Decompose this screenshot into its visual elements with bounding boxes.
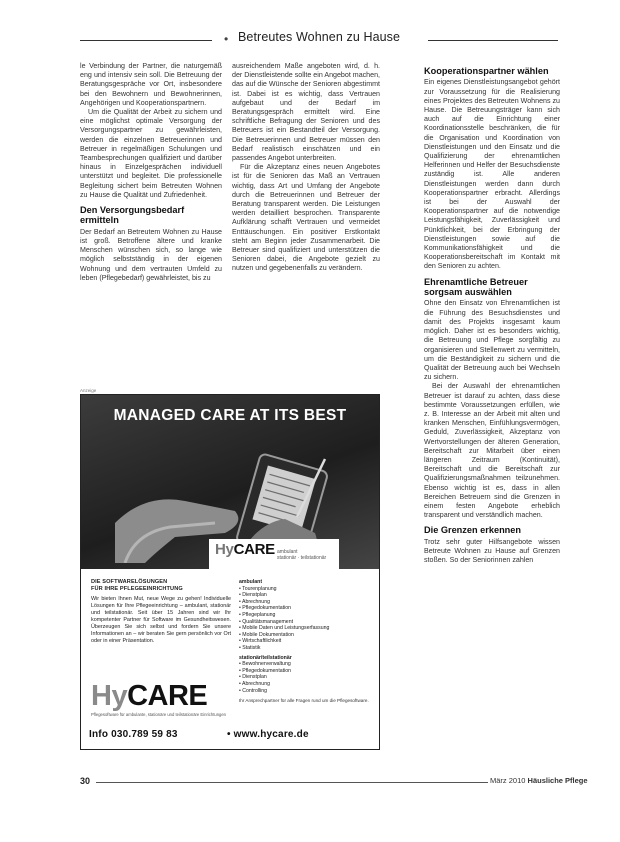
feature-item: • Mobile Daten und Leistungserfassung <box>239 625 371 632</box>
section-heading: Den Versorgungsbedarf ermitteln <box>80 205 185 226</box>
header-title: Betreutes Wohnen zu Hause <box>238 30 401 44</box>
feature-item: • Wirtschaftlichkeit <box>239 638 371 645</box>
feature-category: ambulant <box>239 579 263 585</box>
ad-tagline: DIE SOFTWARELÖSUNGEN FÜR IHRE PFLEGEEINRICHTUNG <box>91 579 183 592</box>
feature-item: • Controlling <box>239 688 371 695</box>
paragraph: Bei der Auswahl der ehrenamtlichen Betreuer ist darauf zu achten, dass diese bestimmte Voraussetzungen erfüllen, wie z. B. Interesse an der Arbeit mit alten und kranken Menschen, Einfühlungsvermögen, Geduld, Zuverlässigkeit, Akzeptanz von Wertvorstellungen der älteren Generation, Bereitschaft zur Mitarbeit über einen längeren Zeitraum (Kontinuität), Bereitschaft und die Bereitschaft zur Qualifizierungsmaßnahmen teilzunehmen. Ebenso wichtig ist es, dass in allen Bereichen Betreuern sind die Grenzen in einem festen Angebote erheblich transparent und verständlich machen. <box>424 382 560 520</box>
feature-list-ambulant <box>239 586 371 652</box>
ad-phone[interactable]: Info 030.789 59 83 <box>89 729 178 740</box>
section-heading: Die Grenzen erkennen <box>424 525 522 536</box>
feature-item: • Qualitätsmanagement <box>239 619 371 626</box>
footer-rule <box>96 782 488 783</box>
feature-item: • Pflegeplanung <box>239 612 371 619</box>
ad-body: Wir bieten Ihnen Mut, neue Wege zu gehen! Individuelle Lösungen für Ihre Pflegeeinrichtung – ambulant, stationär und teilstationär. Seit über 15 Jahren sind wir Ihr kompetenter Partner für Software im Gesundheitswesen. Überzeugen Sie sich selbst und fordern Sie unsere Informationen an – wir beraten Sie gern persönlich vor Ort oder in einer Präsentation. <box>91 596 231 644</box>
section-heading: Ehrenamtliche Betreuer sorgsam auswählen <box>424 276 528 298</box>
feature-item: • Bewohnerverwaltung <box>239 661 371 668</box>
feature-item: • Statistik <box>239 645 371 652</box>
paragraph: Ohne den Einsatz von Ehrenamtlichen ist die Führung des Besuchsdienstes und damit des Projekts insgesamt kaum möglich. Daher ist es besonders wichtig, die Betreuung und Pflege sorgfältig zu organisieren und Stellenwert zu vermitteln, um die Beständigkeit zu sichern und die Qualität der Betreuung auch bei Wechseln zu sichern. <box>424 299 560 382</box>
ad-contact <box>89 729 373 740</box>
hycare-logo-small: HyCARE <box>215 541 275 558</box>
header-rule-left <box>80 40 212 41</box>
feature-category: stationär/teilstationär <box>239 654 292 661</box>
running-header <box>0 22 620 46</box>
issue-info: März 2010 Häusliche Pflege <box>490 776 588 785</box>
paragraph: Trotz sehr guter Hilfsangebote wissen Betreute Wohnen zu Hause auf Grenzen stoßen. So der Seniorinnen zahlen <box>424 537 560 565</box>
ad-feature-list <box>239 579 371 704</box>
feature-item: • Dienstplan <box>239 674 371 681</box>
header-rule-right <box>428 40 558 41</box>
feature-list-stationaer <box>239 661 371 694</box>
feature-item: • Mobile Dokumentation <box>239 632 371 639</box>
text-column-3 <box>424 66 560 565</box>
section-heading: Kooperationspartner wählen <box>424 66 549 76</box>
text-column-1 <box>80 62 222 283</box>
hycare-logo: HyCARE Pflegesoftware für ambulante, stationäre und teilstationäre Einrichtungen <box>91 681 231 717</box>
ad-headline: MANAGED CARE AT ITS BEST <box>113 407 347 424</box>
header-separator: • <box>224 32 229 46</box>
feature-item: • Dienstplan <box>239 592 371 599</box>
ad-label: Anzeige <box>80 388 97 393</box>
paragraph: Ein eigenes Dienstleistungsangebot gehört zur Voraussetzung für die Realisierung eines Projektes des Betreuten Wohnens zu Hause. Die Betreuungsträger kann sich auch auf die Einrichtung einer Koordinationsstelle beschränken, die für die Organisation und Koordination von Dienstleistungen und den Einsatz und die Qualifizierung der ehrenamtlichen Helferinnen und Helfer der Besuchsdienste zuständig ist. Alle anderen Dienstleistungen werden dann durch Kooperationspartner erbracht. Allerdings ist bei der Auswahl der Kooperationspartner auf die notwendige Leistungsfähigkeit, Zuverlässigkeit und Pünktlichkeit, bei der Erbringung der Dienstleistungen sowie auf die Kommunikationsfähigkeit und die Kooperationsbereitschaft im Kontakt mit den Senioren zu achten. <box>424 78 560 271</box>
paragraph: Für die Akzeptanz eines neuen Angebotes ist für die Senioren das Maß an Vertrauen wichtig, dass Art und Umfang der Angebote durch die Betreuerinnen und Betreuer der Beratung transparent werden. Die Leistungen werden detailliert besprochen. Transparente Aufklärung schafft Vertrauen und vermeidet Enttäuschungen. Ein positiver Erstkontakt steht am Beginn jeder Zusammenarbeit. Die Betreuer sind qualifiziert und unterstützen die Senioren dabei, die Angebote gezielt zu nutzen und gegebenenfalls zu verändern. <box>232 163 380 273</box>
page-footer <box>0 776 620 796</box>
logo-tagline: Pflegesoftware für ambulante, stationäre und teilstationäre Einrichtungen <box>91 712 227 717</box>
paragraph: Der Bedarf an Betreutem Wohnen zu Hause ist groß. Betroffene ältere und kranke Menschen wünschen sich, so lange wie möglich selbstständig in der eigenen Wohnung und dem vertrauten Umfeld zu leben (Pflegebedarf) gewährleistet, bis zu <box>80 227 222 282</box>
paragraph: ausreichendem Maße angeboten wird, d. h. der Dienstleistende sollte ein Angebot machen, das auf die Wünsche der Senioren abgestimmt ist. Dabei ist es wichtig, dass Vertrauen aufgebaut und der Bedarf im Beratungsgespräch ermittelt wird. Eine schriftliche Befragung der Senioren und des Betreuers ist ein Bestandteil der Versorgung. Die Betreuerinnen und Betreuer müssen den Bedarf realistisch einschätzen und ein passendes Angebot unterbreiten. <box>232 62 380 163</box>
feature-item: • Tourenplanung <box>239 586 371 593</box>
paragraph: Um die Qualität der Arbeit zu sichern und eine möglichst optimale Versorgung der Versorgungspartner zu gewährleisten, werden die einzelnen Betreuerinnen und Betreuer in regelmäßigen Schulungen und Teambesprechungen qualifiziert und darüber hinaus in Einzelgesprächen individuell unterstützt und begleitet. Die professionelle Begleitung sichert beim Betreuten Wohnen zu Hause die Qualität und Zufriedenheit. <box>80 108 222 199</box>
page-number: 30 <box>80 776 91 786</box>
advertisement[interactable] <box>80 394 380 750</box>
text-column-2 <box>232 62 380 274</box>
paragraph: le Verbindung der Partner, die naturgemäß eng und intensiv sein soll. Die Betreuung der Beratungsgespräche vor Ort, insbesondere bei den Bewohnern und Bewohnerinnen, Angehörigen und Kooperationspartnern. <box>80 62 222 107</box>
feature-item: • Abrechnung <box>239 681 371 688</box>
badge-subtitle: ambulant stationär · teilstationär <box>277 549 327 561</box>
ad-badge <box>209 539 339 569</box>
ad-left-text <box>91 579 231 645</box>
feature-item: • Pflegedokumentation <box>239 668 371 675</box>
ad-photo <box>81 395 379 569</box>
feature-item: • Pflegedokumentation <box>239 605 371 612</box>
feature-item: • Abrechnung <box>239 599 371 606</box>
ad-website-link[interactable]: • www.hycare.de <box>227 729 309 740</box>
ad-fine-print: Ihr Ansprechpartner für alle Fragen rund um die Pflegesoftware. <box>239 698 369 704</box>
